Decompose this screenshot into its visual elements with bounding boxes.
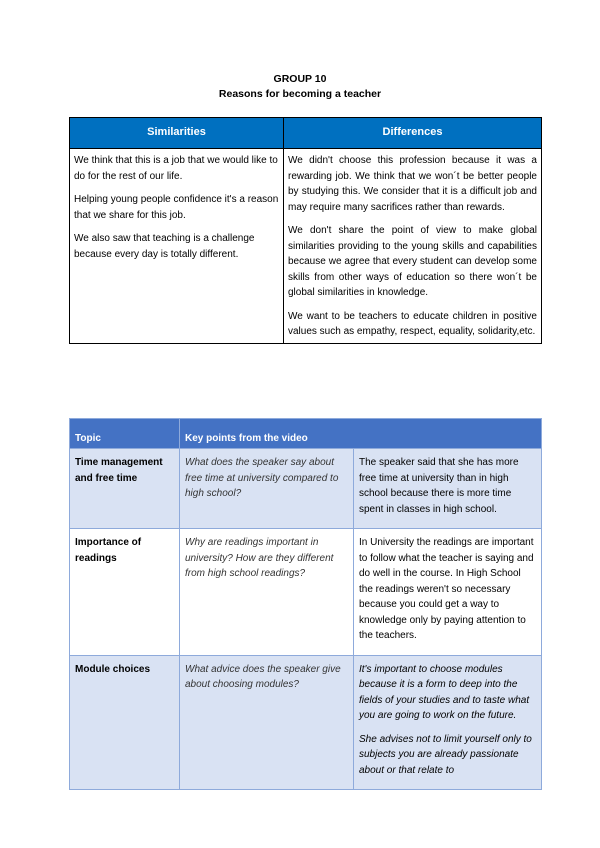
similarities-differences-table [69,117,542,344]
answer-text: In University the readings are important to follow what the teacher is saying and do well in the course. In High School the readings weren't so necessary because you could get a way to knowledge only by paying attention to the teachers. [359,537,534,641]
similarity-item: We also saw that teaching is a challenge because every day is totally different. [74,233,255,260]
page-subtitle: Reasons for becoming a teacher [218,88,382,100]
similarity-item: We think that this is a job that we would like to do for the rest of our life. [74,155,278,182]
answer-cell [354,655,542,790]
question-cell: What advice does the speaker give about choosing modules? [180,655,354,790]
header-key-points: Key points from the video [180,419,542,449]
differences-cell [284,149,542,344]
similarity-item: Helping young people confidence it's a reason that we share for this job. [74,194,279,221]
difference-item: We don't share the point of view to make global similarities providing to the young skills and capabilities because we agree that every student can develop some skills from other ways of education so there won´t be global similarities in knowledge. [288,225,537,298]
header-similarities: Similarities [70,118,284,149]
group-title: GROUP 10 [273,73,327,85]
header-differences: Differences [284,118,542,149]
answer-text: The speaker said that she has more free time at university than in high school because there is more time spent in classes in high school. [359,457,519,515]
topic-cell: Importance of readings [70,529,180,656]
header-topic: Topic [70,419,180,449]
difference-item: We didn't choose this profession because it was a rewarding job. We think that we won´t be better people by studying this. We consider that it is a difficult job and may require many sacrifices rather than rewards. [288,155,537,213]
similarities-cell [70,149,284,344]
question-cell: What does the speaker say about free time at university compared to high school? [180,449,354,529]
table-row [70,655,542,790]
answer-cell [354,529,542,656]
topic-cell: Module choices [70,655,180,790]
answer-cell [354,449,542,529]
table-row [70,449,542,529]
answer-text: She advises not to limit yourself only to subjects you are already passionate about or that relate to [359,733,532,776]
topic-cell: Time management and free time [70,449,180,529]
table-row [70,529,542,656]
question-cell: Why are readings important in university? How are they different from high school readings? [180,529,354,656]
video-key-points-table [69,418,542,790]
difference-item: We want to be teachers to educate children in positive values such as empathy, respect, equality, solidarity,etc. [288,310,537,337]
answer-text: It's important to choose modules because it is a form to deep into the fields of your studies and to taste what you are going to work on the future. [359,663,530,721]
